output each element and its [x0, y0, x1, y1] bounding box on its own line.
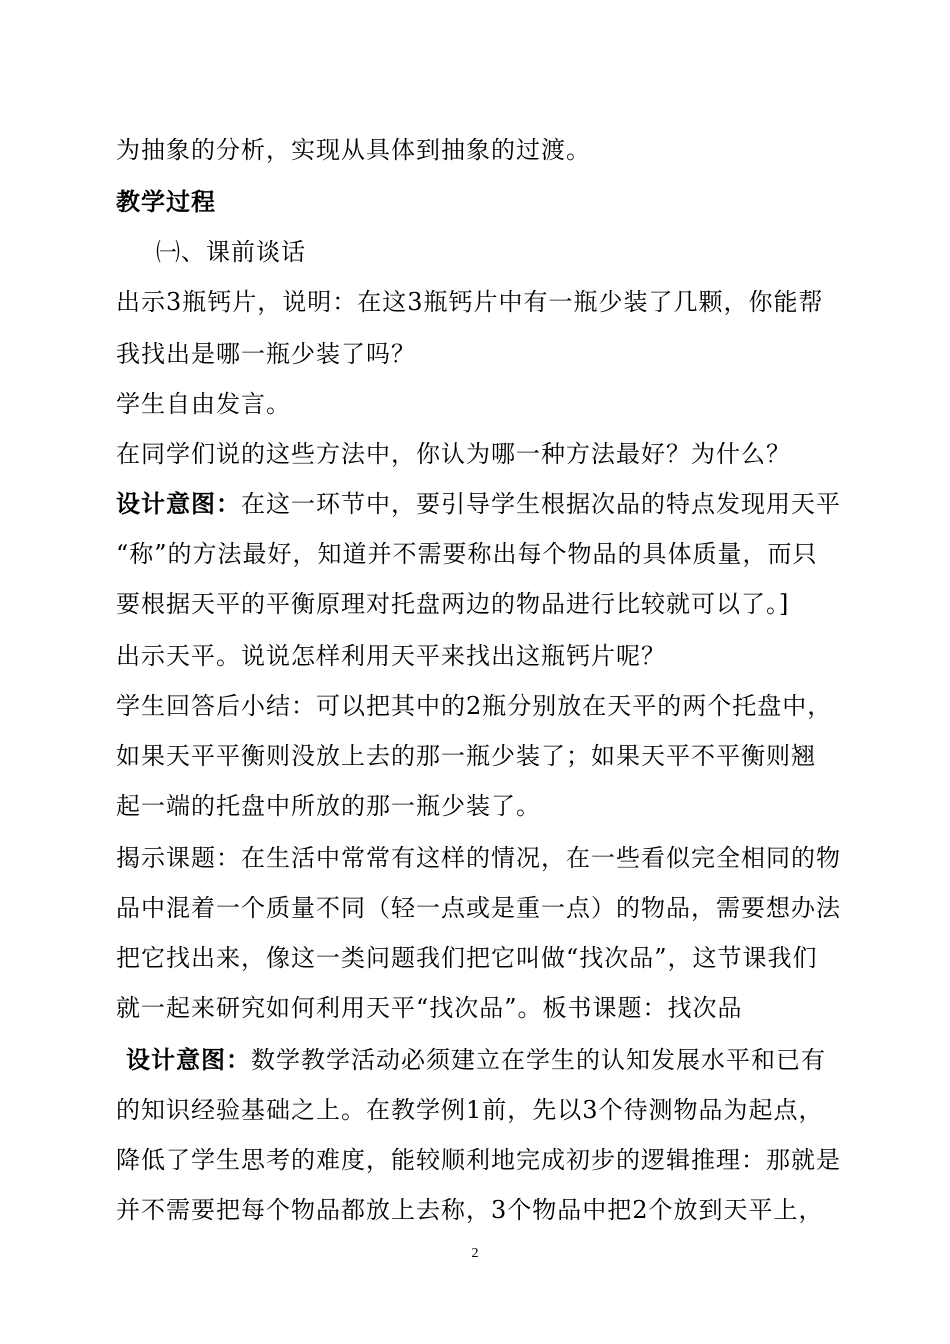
paragraph-line: 学生自由发言。 — [116, 390, 291, 418]
paragraph-line: 我找出是哪一瓶少装了吗？ — [116, 340, 416, 368]
paragraph-line: 降低了学生思考的难度，能较顺利地完成初步的逻辑推理：那就是 — [116, 1146, 841, 1174]
design-intent-label: 设计意图： — [116, 490, 241, 518]
paragraph-line: 要根据天平的平衡原理对托盘两边的物品进行比较就可以了。] — [116, 590, 790, 618]
section-heading: 教学过程 — [116, 188, 216, 216]
paragraph-line: 为抽象的分析，实现从具体到抽象的过渡。 — [116, 136, 591, 164]
paragraph-line: 的知识经验基础之上。在教学例1前，先以3个待测物品为起点， — [116, 1096, 824, 1124]
design-intent-line — [116, 478, 841, 530]
paragraph-line: 品中混着一个质量不同（轻一点或是重一点）的物品，需要想办法 — [116, 894, 841, 922]
paragraph-line: 起一端的托盘中所放的那一瓶少装了。 — [116, 792, 541, 820]
paragraph-line: 如果天平平衡则没放上去的那一瓶少装了；如果天平不平衡则翘 — [116, 742, 816, 770]
paragraph-line: 出示3瓶钙片，说明：在这3瓶钙片中有一瓶少装了几颗，你能帮 — [116, 288, 824, 316]
paragraph-line: 把它找出来，像这一类问题我们把它叫做“找次品”，这节课我们 — [116, 944, 818, 972]
paragraph-line: 就一起来研究如何利用天平“找次品”。板书课题：找次品 — [116, 994, 743, 1022]
design-intent-text: 在这一环节中，要引导学生根据次品的特点发现用天平 — [241, 490, 841, 518]
paragraph-line: 出示天平。说说怎样利用天平来找出这瓶钙片呢？ — [116, 642, 666, 670]
design-intent-text: 数学教学活动必须建立在学生的认知发展水平和已有 — [251, 1046, 826, 1074]
paragraph-line: 在同学们说的这些方法中，你认为哪一种方法最好？为什么？ — [116, 440, 791, 468]
paragraph-line: 并不需要把每个物品都放上去称，3个物品中把2个放到天平上， — [116, 1196, 824, 1224]
paragraph-line: 揭示课题：在生活中常常有这样的情况，在一些看似完全相同的物 — [116, 844, 841, 872]
design-intent-label: 设计意图： — [126, 1046, 251, 1074]
design-intent-line — [126, 1034, 826, 1086]
paragraph-line: 学生回答后小结：可以把其中的2瓶分别放在天平的两个托盘中， — [116, 692, 833, 720]
paragraph-line: “称”的方法最好，知道并不需要称出每个物品的具体质量，而只 — [116, 540, 818, 568]
page-number: 2 — [471, 1246, 479, 1261]
subsection-heading: ㈠、课前谈话 — [156, 238, 306, 266]
